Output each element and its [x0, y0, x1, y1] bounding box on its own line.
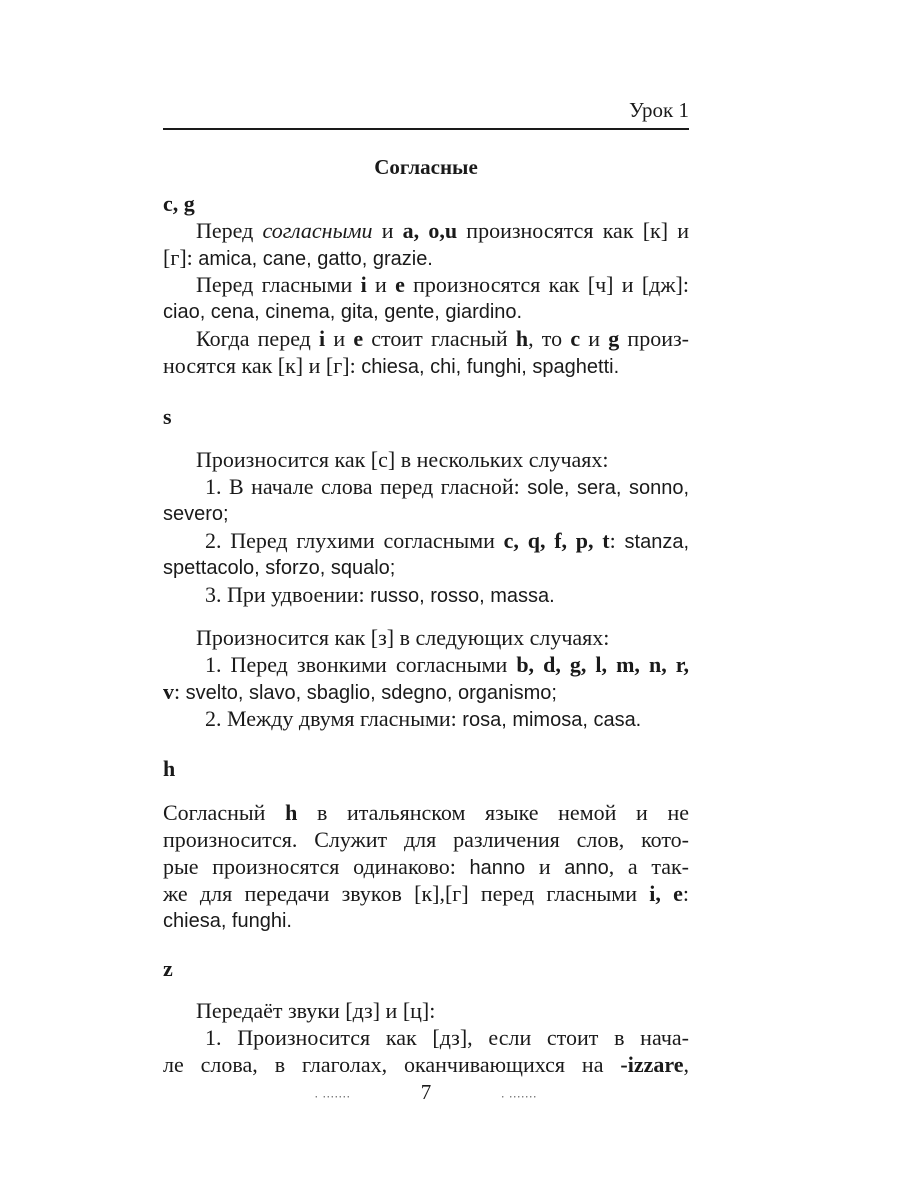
text: , [683, 1052, 689, 1077]
paragraph-line [163, 245, 689, 272]
paragraph-line [163, 1052, 689, 1078]
list-item [205, 582, 689, 609]
text: же для передачи звуков [к],[г] перед гласными [163, 881, 650, 906]
text: 2. Между двумя гласными: [205, 706, 463, 731]
text: 1. Перед звонкими согласными [205, 652, 517, 677]
text: и [525, 854, 565, 879]
text: : [174, 679, 186, 704]
example-words: hanno [469, 857, 526, 879]
text: : [609, 528, 625, 553]
text: и [372, 218, 403, 243]
paragraph-line [196, 326, 689, 352]
example-words: chiesa, funghi. [163, 910, 292, 932]
italic-text: согласными [262, 218, 373, 243]
example-words: russo, rosso, massa. [370, 585, 555, 607]
bold-text: h [285, 800, 298, 825]
example-words: stanza, [624, 531, 689, 553]
paragraph-line: Произносится как [з] в следующих случаях: [196, 625, 610, 650]
bold-text: v [163, 679, 174, 704]
paragraph-line: Передаёт звуки [дз] и [ц]: [196, 998, 436, 1023]
text: и [580, 326, 609, 351]
paragraph-line [163, 353, 689, 380]
bold-text: c, q, f, p, t [503, 528, 610, 553]
example-words: spettacolo, sforzo, squalo; [163, 557, 396, 579]
paragraph-line: произносится. Служит для различения слов, кото- [163, 827, 689, 852]
example-words: amica, cane, gatto, grazie. [198, 248, 433, 270]
example-words: anno [564, 857, 609, 879]
text: рые произносятся одинаково: [163, 854, 470, 879]
text: и [366, 272, 396, 297]
bold-text: g [608, 326, 620, 351]
bold-text: i [360, 272, 367, 297]
subheading-s: s [163, 404, 172, 429]
text: Перед гласными [196, 272, 361, 297]
list-item: 1. Произносится как [дз], если стоит в нача- [205, 1025, 689, 1050]
text: 2. Перед глухими согласными [205, 528, 504, 553]
bold-text: c [570, 326, 581, 351]
header-rule [163, 128, 689, 130]
paragraph-line: Произносится как [с] в нескольких случаях: [196, 447, 609, 472]
subheading-z: z [163, 956, 173, 981]
list-item [205, 474, 689, 501]
text: носятся как [к] и [г]: [163, 353, 362, 378]
bold-text: e [353, 326, 364, 351]
bold-text: i, e [649, 881, 683, 906]
example-words: rosa, mimosa, casa. [462, 709, 642, 731]
bold-text: -izzare [620, 1052, 684, 1077]
example-words: sole, sera, sonno, [527, 477, 689, 499]
paragraph-line [163, 881, 689, 907]
text: Согласный [163, 800, 286, 825]
page-footer [163, 1080, 689, 1105]
text: Перед [196, 218, 263, 243]
subheading-cg: c, g [163, 191, 195, 216]
section-title: Согласные [374, 155, 478, 179]
text: , а так- [608, 854, 689, 879]
paragraph-line [196, 218, 689, 244]
paragraph-line [163, 854, 689, 881]
paragraph-line [163, 800, 689, 826]
text: 3. При удвоении: [205, 582, 371, 607]
text: ле слова, в глаголах, оканчивающихся на [163, 1052, 621, 1077]
text: и [325, 326, 354, 351]
list-item [205, 528, 689, 555]
text: Когда перед [196, 326, 320, 351]
bold-text: i [319, 326, 326, 351]
text: , то [528, 326, 571, 351]
list-item [205, 706, 689, 733]
example-words: ciao, cena, cinema, gita, gente, giardino. [163, 301, 523, 323]
text: произносятся как [ч] и [дж]: [404, 272, 689, 297]
text: [г]: [163, 245, 199, 270]
page-number: 7 [420, 1080, 432, 1104]
footer-dots-left: . ....... [314, 1086, 351, 1101]
text: произ- [619, 326, 689, 351]
text: произносятся как [к] и [457, 218, 689, 243]
text: в итальянском языке немой и не [297, 800, 689, 825]
example-words: svelto, slavo, sbaglio, sdegno, organismo; [185, 682, 557, 704]
example-words: chiesa, chi, funghi, spaghetti. [361, 356, 620, 378]
paragraph-line [196, 272, 689, 298]
text: стоит гласный [363, 326, 516, 351]
subheading-h: h [163, 756, 176, 781]
text: 1. В начале слова перед гласной: [205, 474, 528, 499]
example-words: severo; [163, 503, 229, 525]
list-item-continuation [163, 679, 689, 706]
bold-text: b, d, g, l, m, n, r, [516, 652, 690, 677]
text: : [682, 881, 689, 906]
bold-text: e [395, 272, 405, 297]
running-header: Урок 1 [629, 98, 689, 122]
bold-text: h [515, 326, 529, 351]
footer-dots-right: . ....... [501, 1086, 538, 1101]
list-item [205, 652, 689, 678]
bold-text: a, o,u [402, 218, 458, 243]
